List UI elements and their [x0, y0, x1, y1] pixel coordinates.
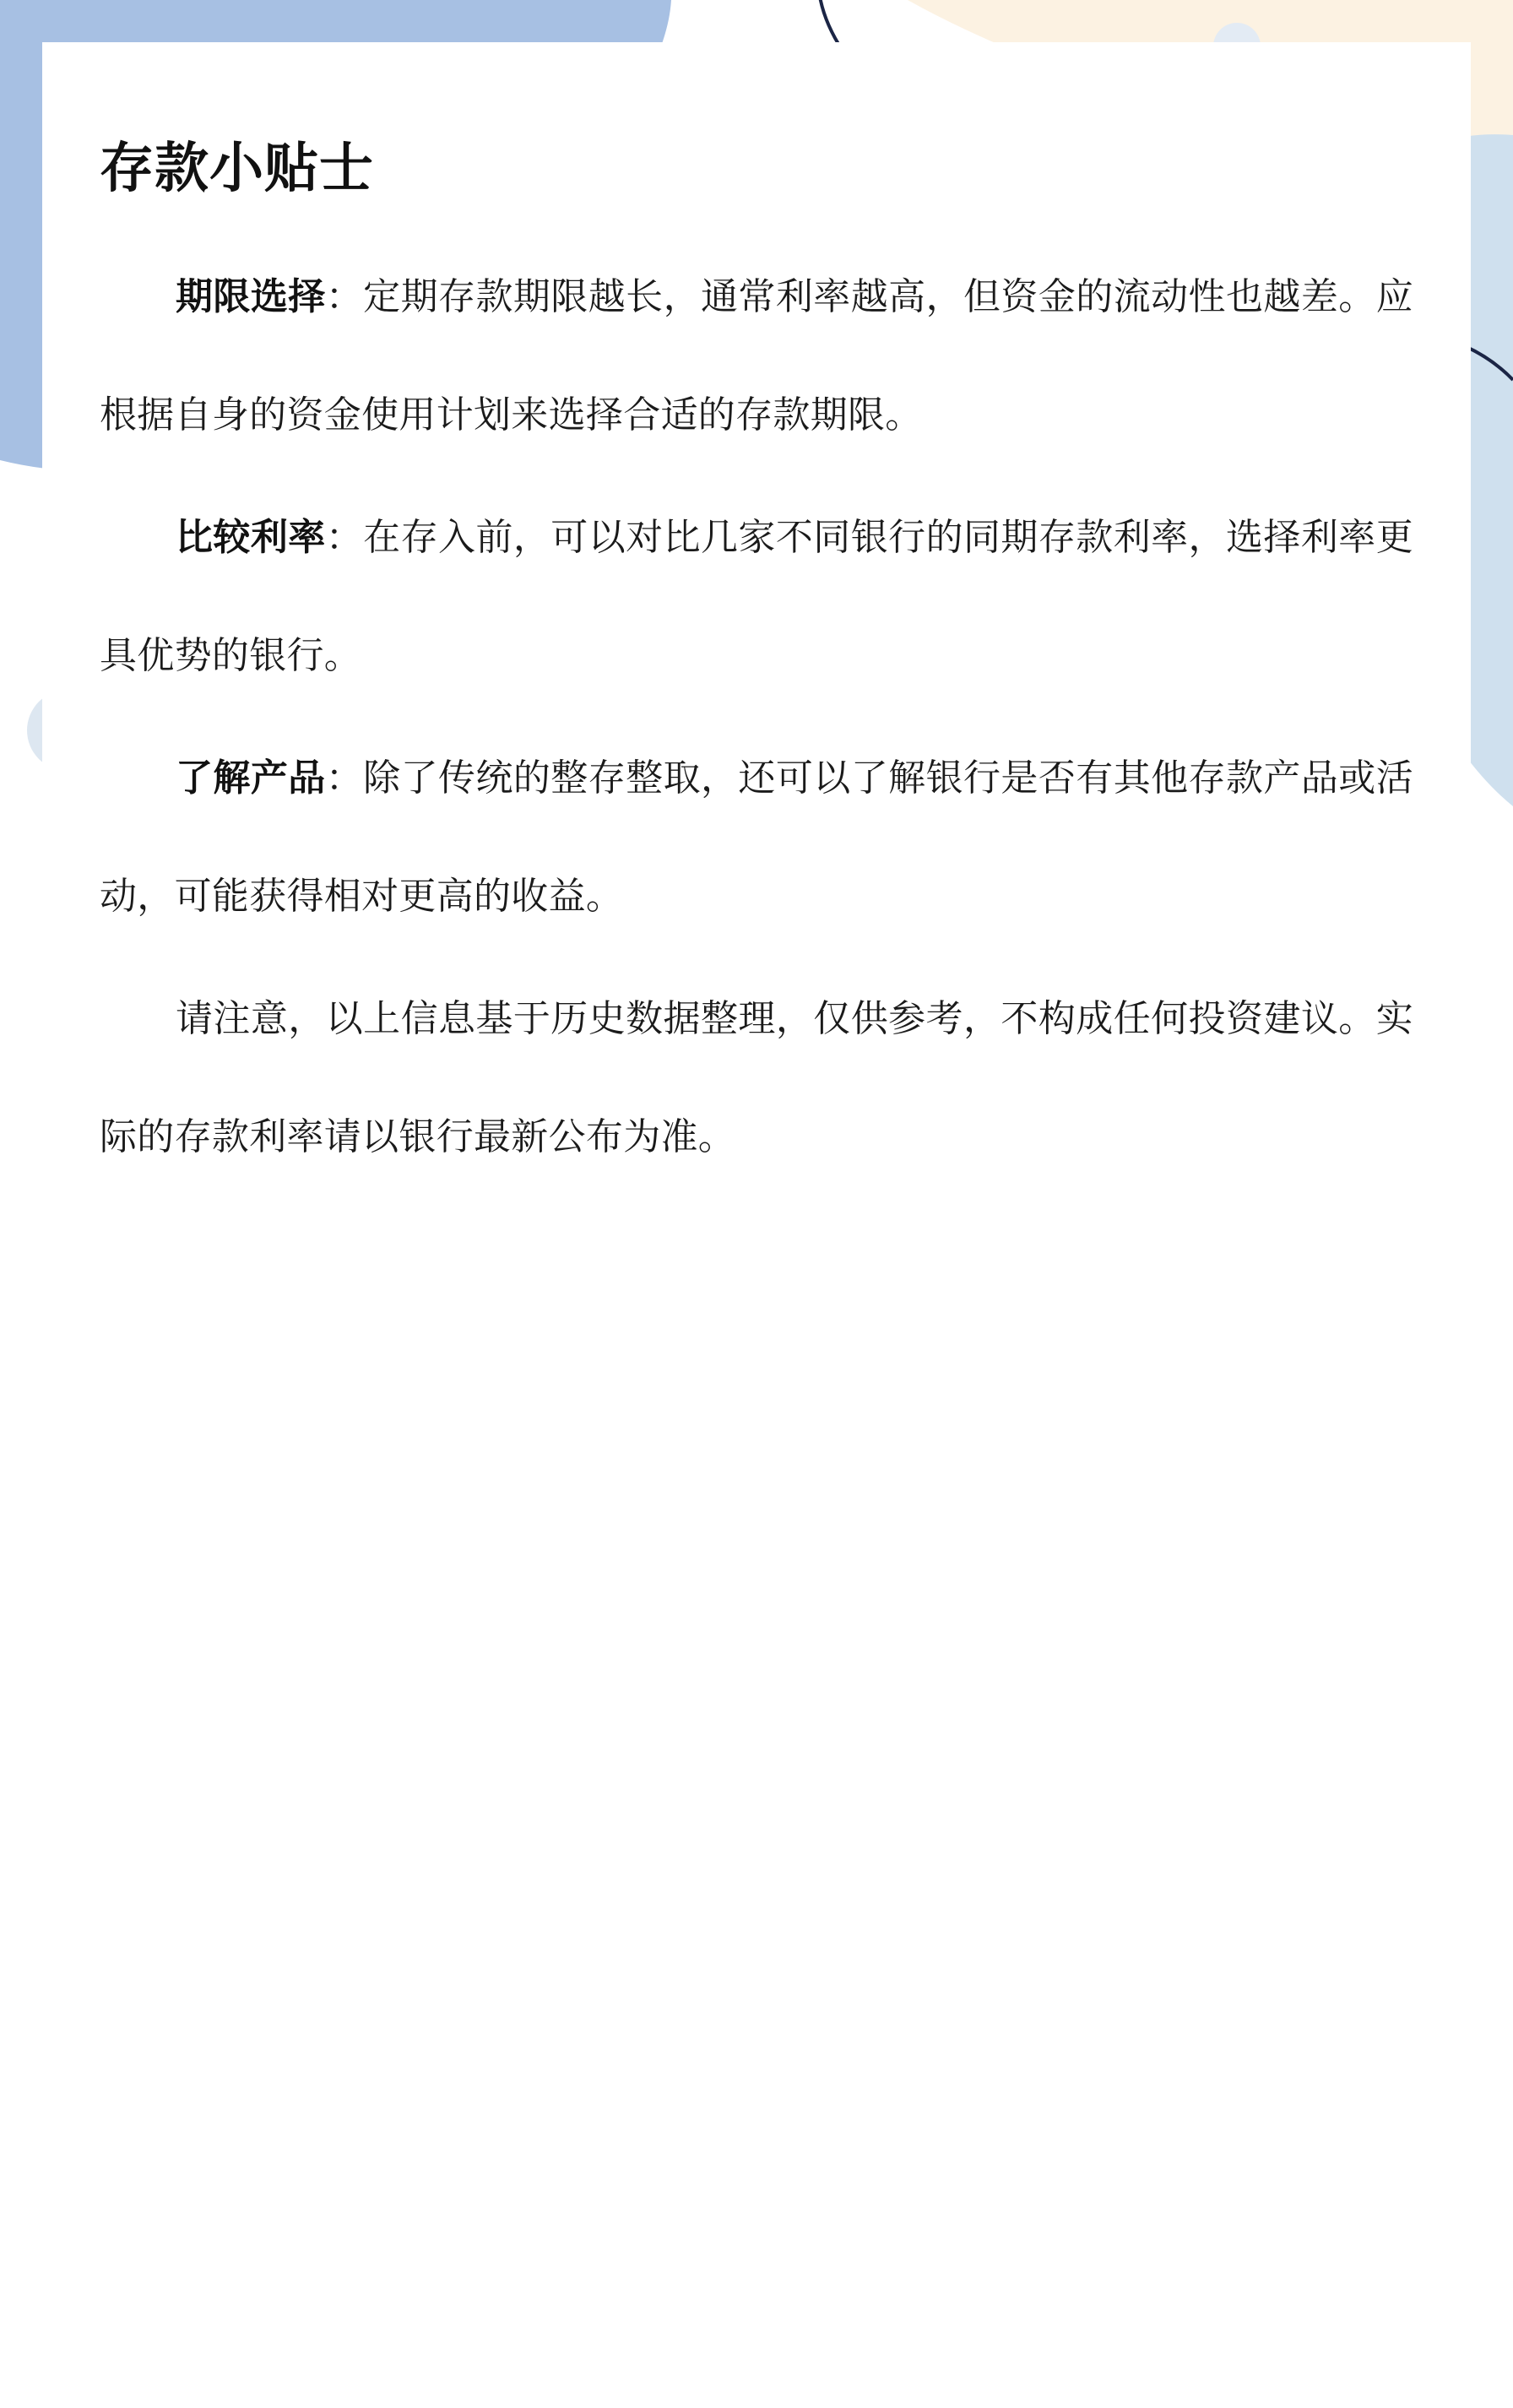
tip-separator: ： [325, 757, 364, 800]
tip-separator: ： [325, 516, 364, 559]
tip-term-selection [100, 238, 1413, 475]
tip-label: 比较利率 [176, 516, 326, 559]
page-title: 存款小贴士 [100, 138, 374, 200]
tip-label: 期限选择 [176, 275, 326, 318]
tip-know-products [100, 719, 1413, 956]
tips-section [100, 238, 1413, 1201]
tip-separator: ： [325, 275, 364, 318]
tip-text: 定期存款期限越长，通常利率越高，但资金的流动性也越差。应根据自身的资金使用计划来选择合适的存款期限。 [100, 275, 1413, 437]
tip-text: 除了传统的整存整取，还可以了解银行是否有其他存款产品或活动，可能获得相对更高的收益。 [100, 757, 1413, 918]
tip-label: 了解产品 [176, 757, 326, 800]
disclaimer: 请注意，以上信息基于历史数据整理，仅供参考，不构成任何投资建议。实际的存款利率请以银行最新公布为准。 [100, 997, 1413, 1158]
tip-text: 在存入前，可以对比几家不同银行的同期存款利率，选择利率更具优势的银行。 [100, 516, 1413, 677]
tip-compare-rates [100, 479, 1413, 715]
